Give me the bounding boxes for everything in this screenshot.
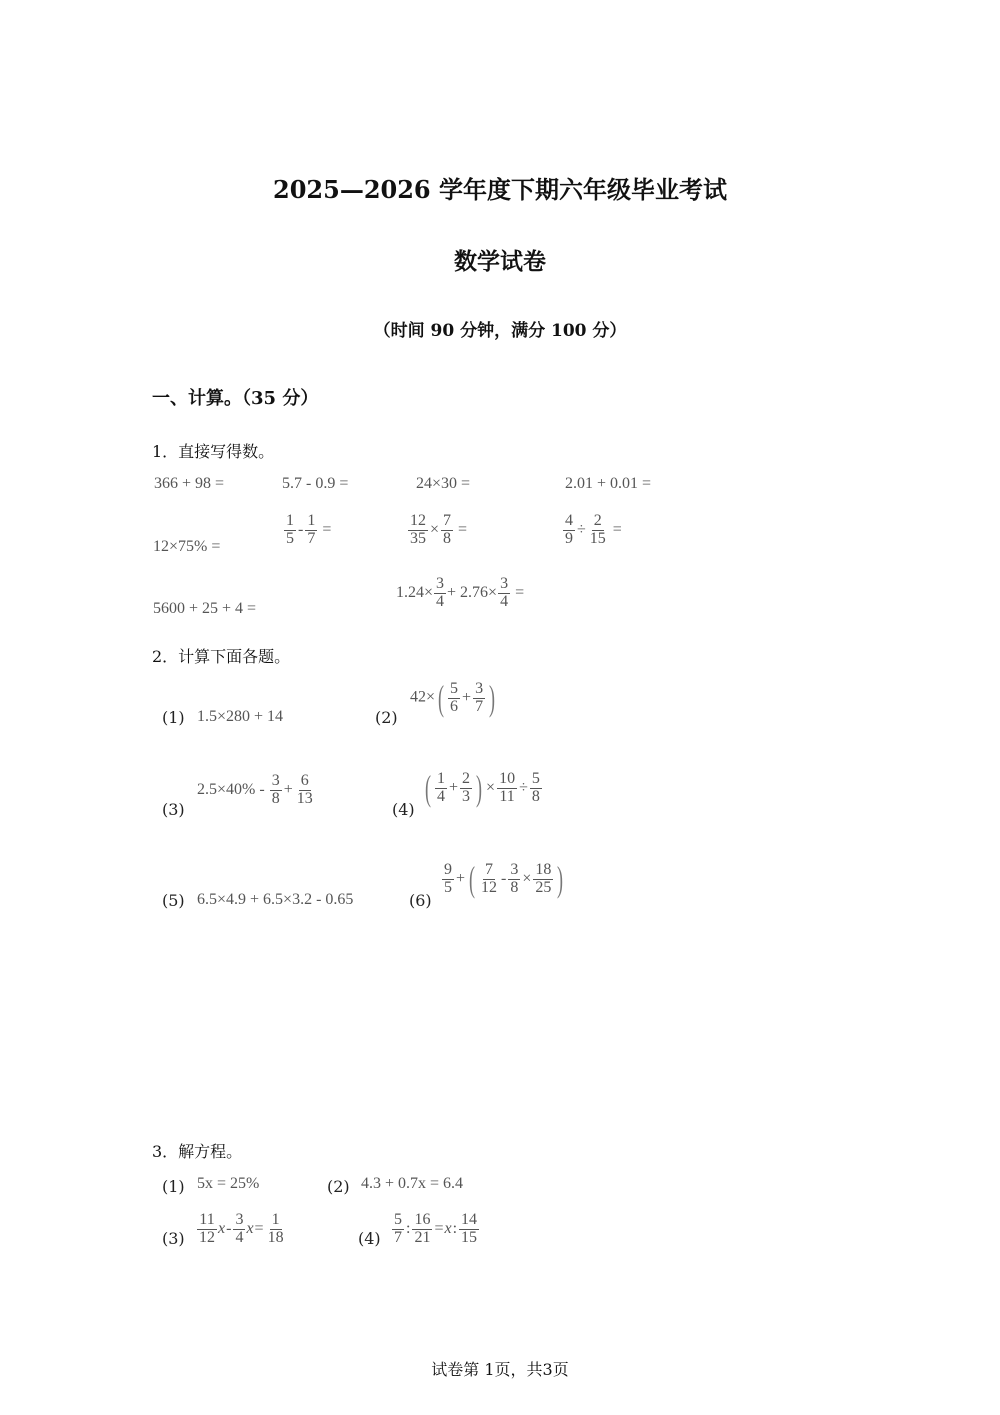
problem-1-9: 5600 + 25 + 4 = (153, 600, 257, 617)
label-2-1: (1) (162, 708, 185, 727)
label-2-2: (2) (375, 708, 398, 727)
label-3-4: (4) (358, 1229, 381, 1248)
problem-2-1: 1.5×280 + 14 (197, 708, 284, 725)
label-2-6: (6) (409, 891, 432, 910)
label-3-2: (2) (327, 1177, 350, 1196)
question1-heading: 1．直接写得数。 (152, 442, 275, 461)
exam-info: （时间 90 分钟，满分 100 分） (373, 321, 627, 341)
problem-3-4: $\frac{5}{7}$ : $\frac{16}{21}$ =x: $\frac{14}{15}$ (394, 1211, 478, 1246)
question3-heading: 3．解方程。 (152, 1142, 243, 1161)
problem-1-5: 12×75% = (153, 538, 221, 555)
label-2-3: (3) (162, 800, 185, 819)
exam-title: 2025—2026 学年度下期六年级毕业考试 (273, 175, 727, 204)
problem-3-2: 4.3 + 0.7x = 6.4 (361, 1175, 464, 1192)
problem-2-6: $\frac{9}{5}$ + ( $\frac{7}{12}$ - $\frac{3}{8}$ × $\frac{18}{25}$ ) (444, 859, 564, 899)
problem-1-8: $\frac{4}{9}$ ÷ $\frac{2}{15}$ = (565, 512, 622, 547)
problem-2-2: 42×( $\frac{5}{6}$ + $\frac{3}{7}$ ) (410, 678, 496, 718)
problem-3-3: $\frac{11}{12}$ x- $\frac{3}{4}$ x= $\frac{1}{18}$ (199, 1211, 284, 1246)
label-2-5: (5) (162, 891, 185, 910)
problem-2-5: 6.5×4.9 + 6.5×3.2 - 0.65 (197, 891, 354, 908)
problem-3-1: 5x = 25% (197, 1175, 260, 1192)
problem-1-3: 24×30 = (416, 475, 471, 492)
section-heading: 一、计算。（35 分） (152, 388, 319, 409)
label-3-1: (1) (162, 1177, 185, 1196)
problem-1-1: 366 + 98 = (154, 475, 225, 492)
subject-title: 数学试卷 (454, 248, 546, 275)
problem-1-7: $\frac{12}{35}$ × $\frac{7}{8}$ = (410, 512, 468, 547)
problem-1-10: 1.24× $\frac{3}{4}$ + 2.76× $\frac{3}{4}$ = (396, 575, 525, 610)
problem-1-2: 5.7 - 0.9 = (282, 475, 349, 492)
label-2-4: (4) (392, 800, 415, 819)
problem-2-4: ( $\frac{1}{4}$ + $\frac{2}{3}$ ) × $\frac{10}{11}$ ÷ $\frac{5}{8}$ (425, 768, 540, 808)
page-footer: 试卷第 1页，共3页 (431, 1360, 569, 1379)
problem-2-3: 2.5×40% - $\frac{3}{8}$ + $\frac{6}{13}$ (197, 772, 313, 807)
problem-1-4: 2.01 + 0.01 = (565, 475, 652, 492)
label-3-3: (3) (162, 1229, 185, 1248)
problem-1-6: $\frac{1}{5}$ - $\frac{1}{7}$ = (286, 512, 332, 547)
question2-heading: 2．计算下面各题。 (152, 647, 291, 666)
